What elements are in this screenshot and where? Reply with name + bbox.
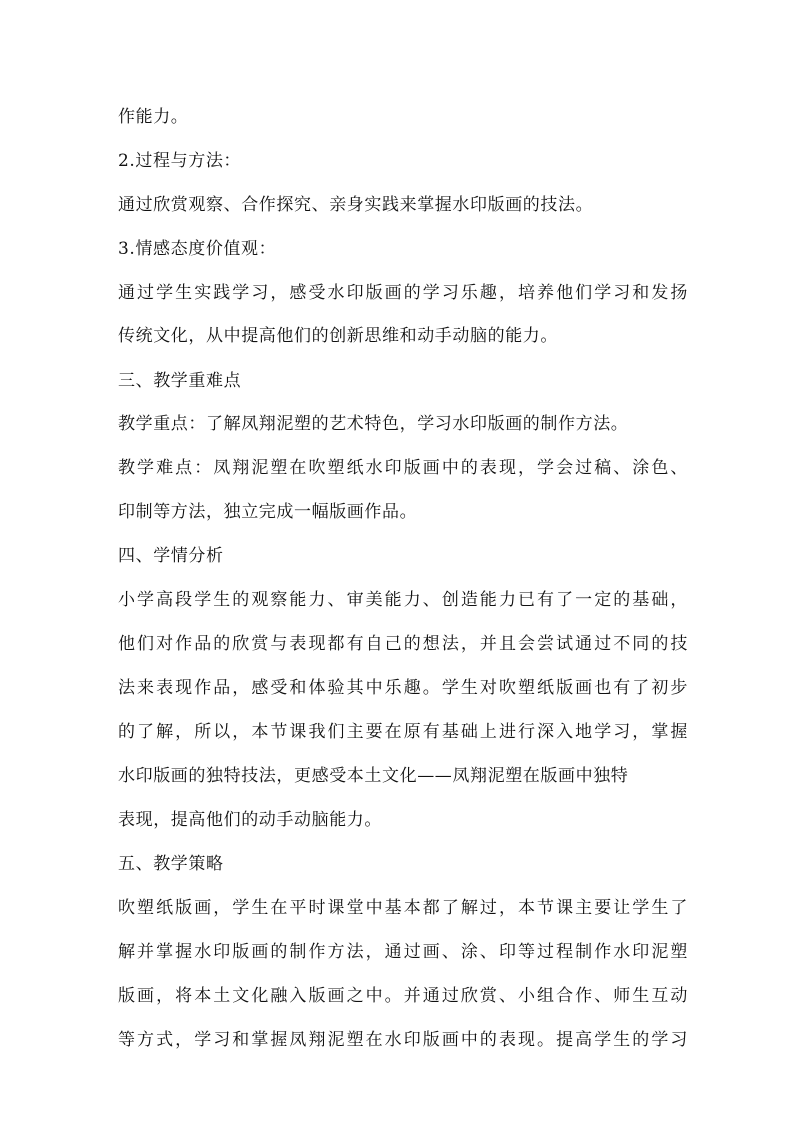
section-heading-process-method: 2.过程与方法： xyxy=(118,151,242,171)
text-line: 吹塑纸版画，学生在平时课堂中基本都了解过，本节课主要让学生了 xyxy=(118,898,688,918)
text-line: 解并掌握水印版画的制作方法，通过画、涂、印等过程制作水印泥塑 xyxy=(118,942,688,962)
section-heading-emotion-values: 3.情感态度价值观： xyxy=(118,239,277,259)
text-line: 教学难点：凤翔泥塑在吹塑纸水印版画中的表现，学会过稿、涂色、 xyxy=(118,458,688,478)
text-line: 等方式，学习和掌握凤翔泥塑在水印版画中的表现。提高学生的学习 xyxy=(118,1030,688,1050)
section-heading-teaching-strategy: 五、教学策略 xyxy=(118,854,224,874)
text-line: 传统文化，从中提高他们的创新思维和动手动脑的能力。 xyxy=(118,326,558,346)
text-line: 教学重点：了解凤翔泥塑的艺术特色，学习水印版画的制作方法。 xyxy=(118,414,629,434)
text-line: 印制等方法，独立完成一幅版画作品。 xyxy=(118,502,418,522)
text-line: 他们对作品的欣赏与表现都有自己的想法，并且会尝试通过不同的技 xyxy=(118,634,688,654)
text-line: 的了解，所以，本节课我们主要在原有基础上进行深入地学习，掌握 xyxy=(118,722,688,742)
text-line-continuation: 作能力。 xyxy=(118,107,189,127)
text-line: 法来表现作品，感受和体验其中乐趣。学生对吹塑纸版画也有了初步 xyxy=(118,678,688,698)
text-line: 通过欣赏观察、合作探究、亲身实践来掌握水印版画的技法。 xyxy=(118,195,594,215)
text-line: 水印版画的独特技法，更感受本土文化——凤翔泥塑在版画中独特 xyxy=(118,766,629,786)
text-line: 版画，将本土文化融入版画之中。并通过欣赏、小组合作、师生互动 xyxy=(118,986,688,1006)
text-line: 通过学生实践学习，感受水印版画的学习乐趣，培养他们学习和发扬 xyxy=(118,283,688,303)
text-line: 小学高段学生的观察能力、审美能力、创造能力已有了一定的基础， xyxy=(118,590,688,610)
section-heading-teaching-focus: 三、教学重难点 xyxy=(118,371,242,391)
text-line: 表现，提高他们的动手动脑能力。 xyxy=(118,810,382,830)
section-heading-learner-analysis: 四、学情分析 xyxy=(118,546,224,566)
